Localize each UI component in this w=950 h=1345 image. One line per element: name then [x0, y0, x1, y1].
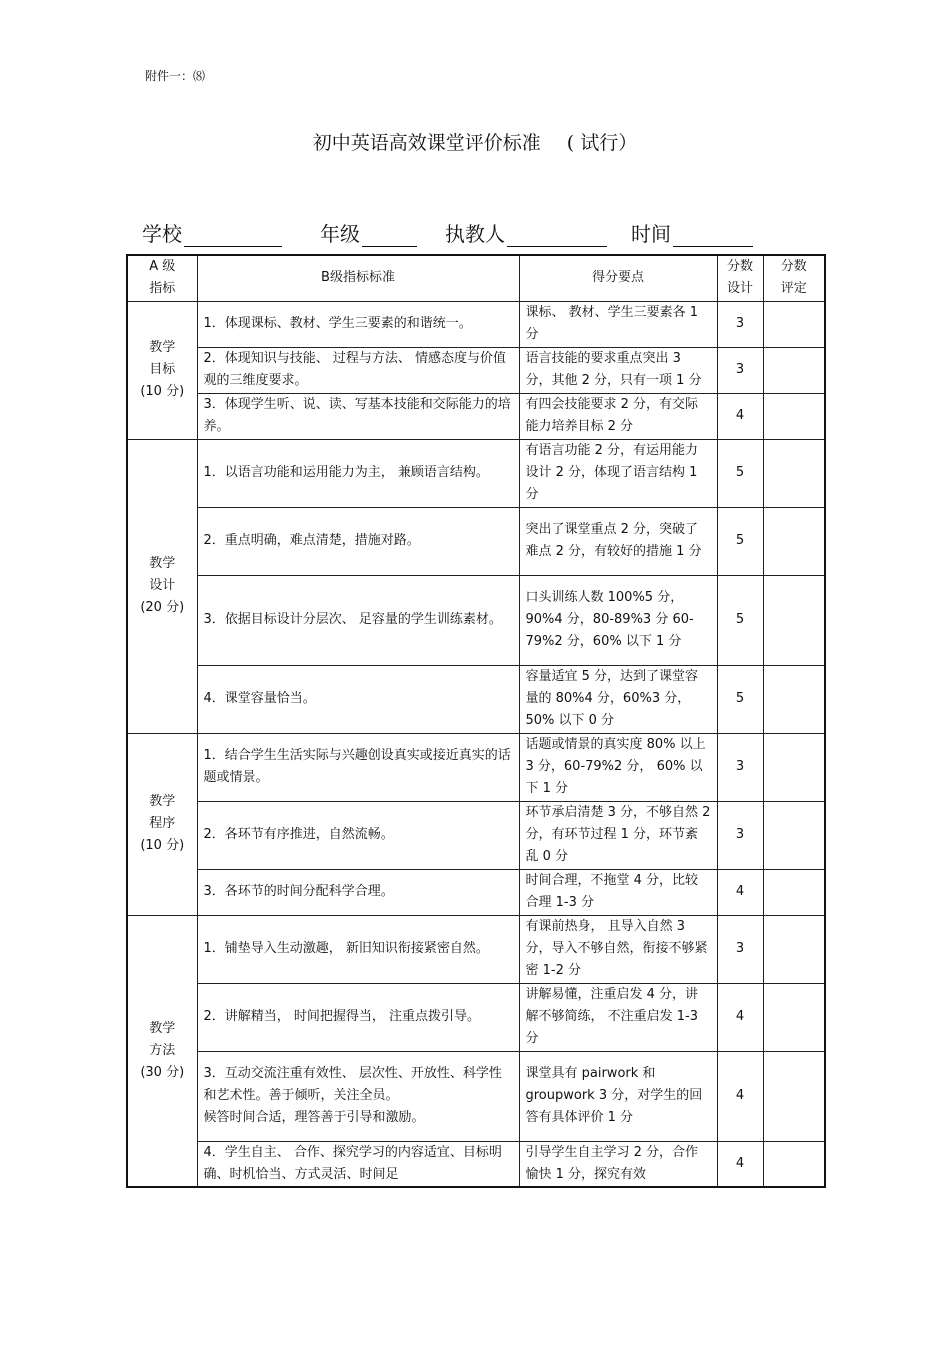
score-design: 3 — [717, 801, 763, 869]
header-row — [127, 255, 825, 301]
b-level-criterion: 1．结合学生生活实际与兴趣创设真实或接近真实的话题或情景。 — [197, 733, 519, 801]
field-grade — [320, 218, 417, 247]
b-level-criterion: 1．以语言功能和运用能力为主， 兼顾语言结构。 — [197, 439, 519, 507]
col-points-header: 得分要点 — [519, 255, 717, 301]
scoring-points: 课堂具有 pairwork 和 groupwork 3 分，对学生的回答有具体评价 1 分 — [519, 1051, 717, 1141]
field-time-blank[interactable] — [673, 222, 753, 247]
scoring-points: 引导学生自主学习 2 分，合作愉快 1 分，探究有效 — [519, 1141, 717, 1187]
score-evaluation[interactable] — [763, 665, 825, 733]
col-design-header: 分数 设计 — [717, 255, 763, 301]
evaluation-table — [126, 254, 826, 1188]
b-level-criterion: 2．讲解精当， 时间把握得当， 注重点拨引导。 — [197, 983, 519, 1051]
table-row — [127, 983, 825, 1051]
field-time — [631, 218, 753, 247]
table-row — [127, 439, 825, 507]
field-teacher-blank[interactable] — [507, 222, 607, 247]
b-level-criterion: 1．铺垫导入生动激趣， 新旧知识衔接紧密自然。 — [197, 915, 519, 983]
attachment-label: 附件一：⑻ — [145, 69, 206, 83]
score-design: 5 — [717, 507, 763, 575]
score-design: 3 — [717, 733, 763, 801]
score-evaluation[interactable] — [763, 1051, 825, 1141]
field-grade-label: 年级 — [320, 222, 360, 246]
score-evaluation[interactable] — [763, 869, 825, 915]
field-grade-blank[interactable] — [362, 222, 417, 247]
score-design: 4 — [717, 393, 763, 439]
score-evaluation[interactable] — [763, 801, 825, 869]
b-level-criterion: 3．互动交流注重有效性、 层次性、开放性、科学性和艺术性。善于倾听，关注全员。 候答时间合适，理答善于引导和激励。 — [197, 1051, 519, 1141]
score-evaluation[interactable] — [763, 507, 825, 575]
score-evaluation[interactable] — [763, 983, 825, 1051]
col-b-header: B级指标标准 — [197, 255, 519, 301]
page-title — [0, 128, 950, 155]
table-row — [127, 575, 825, 665]
score-design: 5 — [717, 439, 763, 507]
b-level-criterion: 3．体现学生听、说、读、写基本技能和交际能力的培养。 — [197, 393, 519, 439]
field-teacher-label: 执教人 — [445, 222, 505, 246]
scoring-points: 课标、 教材、学生三要素各 1 分 — [519, 301, 717, 347]
table-row — [127, 1141, 825, 1187]
b-level-criterion: 4．学生自主、 合作、探究学习的内容适宜、目标明确、时机恰当、方式灵活、时间足 — [197, 1141, 519, 1187]
b-level-criterion: 1．体现课标、教材、学生三要素的和谐统一。 — [197, 301, 519, 347]
col-eval-header: 分数 评定 — [763, 255, 825, 301]
b-level-criterion: 2．各环节有序推进，自然流畅。 — [197, 801, 519, 869]
score-design: 4 — [717, 983, 763, 1051]
scoring-points: 容量适宜 5 分，达到了课堂容量的 80%4 分，60%3 分，50% 以下 0 分 — [519, 665, 717, 733]
table-row — [127, 1051, 825, 1141]
field-school-label: 学校 — [142, 222, 182, 246]
scoring-points: 有课前热身， 且导入自然 3 分，导入不够自然，衔接不够紧密 1-2 分 — [519, 915, 717, 983]
table-row — [127, 915, 825, 983]
score-evaluation[interactable] — [763, 393, 825, 439]
scoring-points: 讲解易懂，注重启发 4 分，讲解不够简练， 不注重启发 1-3 分 — [519, 983, 717, 1051]
score-evaluation[interactable] — [763, 1141, 825, 1187]
a-level-indicator: 教学 程序 (10 分) — [127, 733, 197, 915]
score-evaluation[interactable] — [763, 347, 825, 393]
score-design: 5 — [717, 665, 763, 733]
score-evaluation[interactable] — [763, 301, 825, 347]
table-row — [127, 869, 825, 915]
a-level-indicator: 教学 设计 (20 分) — [127, 439, 197, 733]
b-level-criterion: 2．体现知识与技能、 过程与方法、 情感态度与价值观的三维度要求。 — [197, 347, 519, 393]
table-row — [127, 393, 825, 439]
field-teacher — [445, 218, 607, 247]
score-design: 3 — [717, 301, 763, 347]
field-school-blank[interactable] — [184, 222, 282, 247]
scoring-points: 有语言功能 2 分，有运用能力设计 2 分，体现了语言结构 1 分 — [519, 439, 717, 507]
score-design: 4 — [717, 1051, 763, 1141]
b-level-criterion: 3．各环节的时间分配科学合理。 — [197, 869, 519, 915]
field-time-label: 时间 — [631, 222, 671, 246]
scoring-points: 话题或情景的真实度 80% 以上 3 分，60-79%2 分， 60% 以下 1 分 — [519, 733, 717, 801]
score-design: 5 — [717, 575, 763, 665]
title-main: 初中英语高效课堂评价标准 — [312, 132, 541, 154]
b-level-criterion: 3．依据目标设计分层次、 足容量的学生训练素材。 — [197, 575, 519, 665]
table-row — [127, 301, 825, 347]
col-a-header: A 级 指标 — [127, 255, 197, 301]
score-design: 4 — [717, 1141, 763, 1187]
score-evaluation[interactable] — [763, 733, 825, 801]
table-row — [127, 801, 825, 869]
scoring-points: 口头训练人数 100%5 分，90%4 分，80-89%3 分 60-79%2 分，60% 以下 1 分 — [519, 575, 717, 665]
header-fields — [142, 218, 753, 247]
scoring-points: 时间合理，不拖堂 4 分，比较合理 1-3 分 — [519, 869, 717, 915]
title-suffix: ( 试行） — [566, 132, 638, 154]
scoring-points: 环节承启清楚 3 分，不够自然 2 分，有环节过程 1 分，环节紊乱 0 分 — [519, 801, 717, 869]
b-level-criterion: 4．课堂容量恰当。 — [197, 665, 519, 733]
score-evaluation[interactable] — [763, 439, 825, 507]
scoring-points: 有四会技能要求 2 分，有交际能力培养目标 2 分 — [519, 393, 717, 439]
scoring-points: 突出了课堂重点 2 分，突破了难点 2 分，有较好的措施 1 分 — [519, 507, 717, 575]
score-evaluation[interactable] — [763, 915, 825, 983]
score-design: 3 — [717, 347, 763, 393]
scoring-points: 语言技能的要求重点突出 3 分，其他 2 分，只有一项 1 分 — [519, 347, 717, 393]
score-design: 4 — [717, 869, 763, 915]
score-design: 3 — [717, 915, 763, 983]
score-evaluation[interactable] — [763, 575, 825, 665]
table-row — [127, 507, 825, 575]
table-row — [127, 665, 825, 733]
a-level-indicator: 教学 目标 (10 分) — [127, 301, 197, 439]
a-level-indicator: 教学 方法 (30 分) — [127, 915, 197, 1187]
field-school — [142, 218, 282, 247]
b-level-criterion: 2．重点明确，难点清楚，措施对路。 — [197, 507, 519, 575]
table-row — [127, 733, 825, 801]
table-row — [127, 347, 825, 393]
